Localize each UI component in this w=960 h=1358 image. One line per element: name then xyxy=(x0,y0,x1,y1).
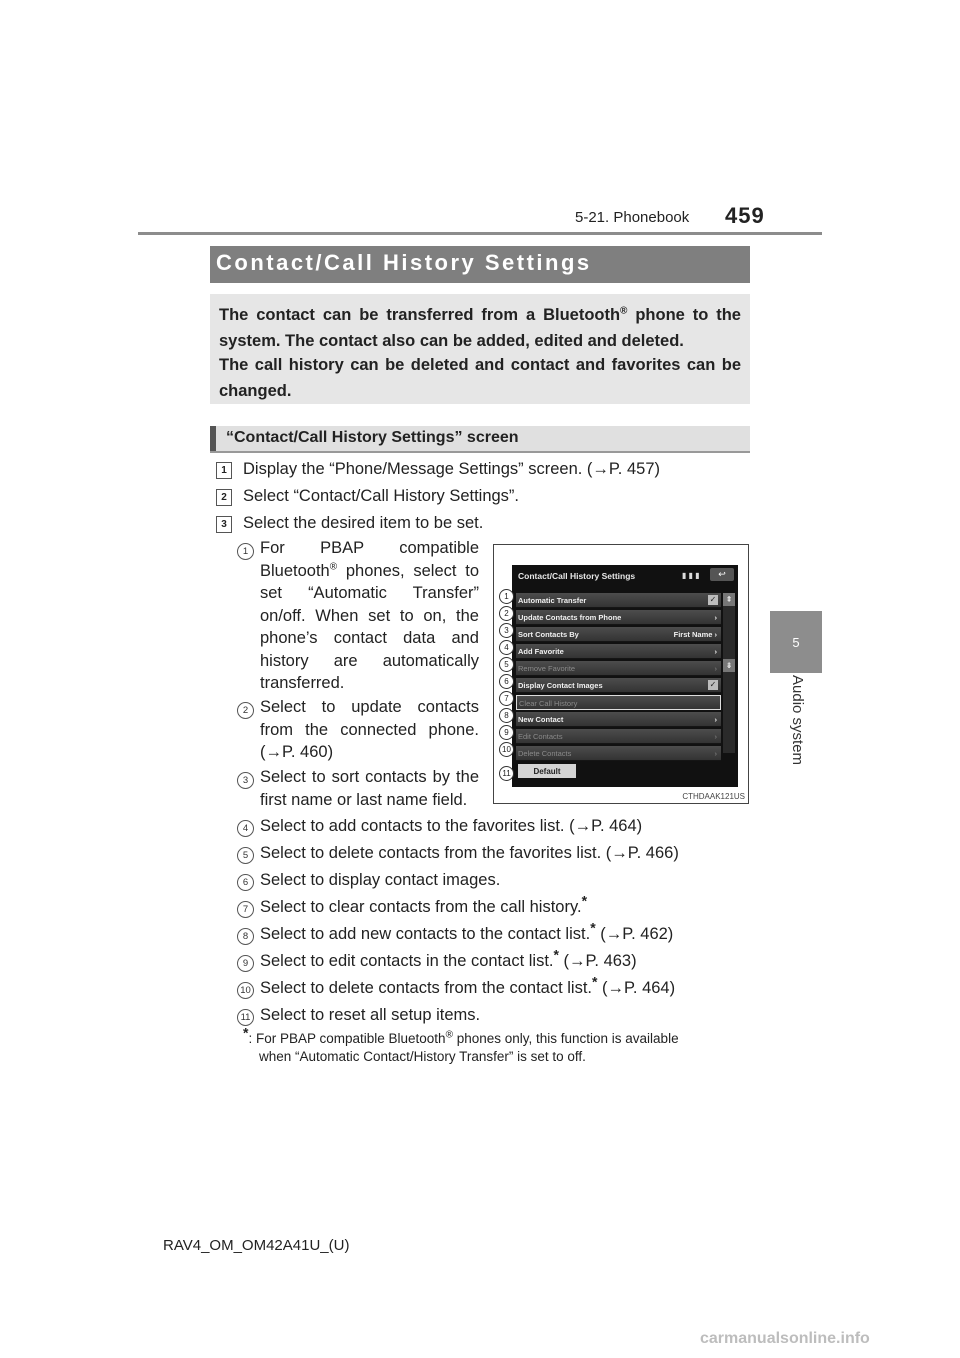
intro-box xyxy=(210,294,750,404)
item-text-part: Select to clear contacts from the call history. xyxy=(260,898,582,916)
callout-number: 5 xyxy=(499,657,514,672)
item-number: 9 xyxy=(237,955,254,972)
settings-screen-figure xyxy=(493,544,749,804)
row-label: Clear Call History xyxy=(519,699,578,708)
scrollbar[interactable] xyxy=(723,593,735,753)
chevron-right-icon: › xyxy=(714,732,717,741)
item-text xyxy=(260,537,479,695)
status-icons: ▮ ▮ ▮ xyxy=(682,571,700,580)
row-clear-call-history[interactable] xyxy=(516,695,721,710)
step-text: Select “Contact/Call History Settings”. xyxy=(243,487,520,505)
callout-number: 6 xyxy=(499,674,514,689)
intro-text: The contact can be transferred from a Bluetooth xyxy=(219,306,621,324)
step-number: 3 xyxy=(216,516,232,533)
footnote xyxy=(243,1024,679,1066)
scroll-up-icon[interactable]: ⇞ xyxy=(723,593,735,606)
item-text: Select to sort contacts by the first name or last name field. xyxy=(260,768,479,809)
callout-number: 8 xyxy=(499,708,514,723)
chevron-right-icon: › xyxy=(714,749,717,758)
registered-mark: ® xyxy=(329,561,338,572)
item-text: Select to update contacts from the connected phone. (→P. 460) xyxy=(260,698,479,761)
row-label: Display Contact Images xyxy=(518,681,603,690)
callout-number: 4 xyxy=(499,640,514,655)
row-label: Sort Contacts By xyxy=(518,630,579,639)
step-text: Select the desired item to be set. xyxy=(243,514,484,532)
item-number: 8 xyxy=(237,928,254,945)
callout-number: 11 xyxy=(499,766,514,781)
item-number: 11 xyxy=(237,1009,254,1026)
subheading: “Contact/Call History Settings” screen xyxy=(226,429,519,446)
footnote-star: * xyxy=(581,892,588,909)
footnote-text: : For PBAP compatible Bluetooth xyxy=(248,1031,446,1046)
row-label: Edit Contacts xyxy=(518,732,563,741)
watermark: carmanualsonline.info xyxy=(700,1330,870,1347)
row-display-contact-images[interactable] xyxy=(516,678,721,693)
footnote-star: * xyxy=(590,919,596,936)
item-text xyxy=(260,892,588,918)
item-text xyxy=(260,946,637,972)
item-text-part: phones, select to set “Automatic Transfer” on/off. When set to on, the phone’s contact data and history are automatically transferred. xyxy=(260,561,479,692)
footnote-star: * xyxy=(592,973,598,990)
title-banner xyxy=(210,246,750,283)
footnote-line-2: when “Automatic Contact/History Transfer” is set to off. xyxy=(259,1049,586,1064)
item-number: 6 xyxy=(237,874,254,891)
item-number: 5 xyxy=(237,847,254,864)
page-reference: (→P. 463) xyxy=(558,952,637,970)
page-reference: (→P. 464) xyxy=(597,979,676,997)
row-automatic-transfer[interactable] xyxy=(516,593,721,608)
intro-paragraph-1 xyxy=(219,302,741,354)
chevron-right-icon: › xyxy=(714,613,717,622)
footnote-text: phones only, this function is available xyxy=(452,1031,679,1046)
item-text: Select to reset all setup items. xyxy=(260,1006,481,1024)
chevron-right-icon: › xyxy=(714,647,717,656)
intro-text: phone to the system. The contact also can be added, edited and deleted. xyxy=(219,306,741,350)
page-title: Contact/Call History Settings xyxy=(216,250,592,275)
callout-number: 1 xyxy=(499,589,514,604)
item-number: 3 xyxy=(237,772,254,789)
row-delete-contacts[interactable] xyxy=(516,746,721,761)
item-text-part: Select to delete contacts from the contact list. xyxy=(260,979,592,997)
default-button[interactable]: Default xyxy=(518,764,576,778)
chapter-label: Audio system xyxy=(789,675,806,766)
footnote-star: * xyxy=(243,1024,249,1041)
step-number: 2 xyxy=(216,489,232,506)
item-number: 7 xyxy=(237,901,254,918)
callout-number: 7 xyxy=(499,691,514,706)
item-text xyxy=(260,973,676,999)
checkbox-icon[interactable]: ✓ xyxy=(709,680,717,689)
intro-paragraph-2: The call history can be deleted and contact and favorites can be changed. xyxy=(219,356,741,400)
subheading-bar xyxy=(210,426,750,453)
item-text-part: For PBAP compatible Bluetooth xyxy=(260,539,479,580)
item-text xyxy=(260,919,674,945)
callout-number: 3 xyxy=(499,623,514,638)
item-text-part: Select to edit contacts in the contact list. xyxy=(260,952,554,970)
figure-code: CTHDAAK121US xyxy=(682,792,745,801)
item-number: 1 xyxy=(237,543,254,560)
item-number: 10 xyxy=(237,982,254,999)
checkbox-icon[interactable]: ✓ xyxy=(709,595,717,604)
row-sort-contacts[interactable] xyxy=(516,627,721,642)
footnote-line-1 xyxy=(243,1024,679,1048)
row-add-favorite[interactable] xyxy=(516,644,721,659)
page-reference: (→P. 462) xyxy=(595,925,674,943)
back-button[interactable]: ↩ xyxy=(710,568,734,581)
step-number: 1 xyxy=(216,462,232,479)
row-remove-favorite[interactable] xyxy=(516,661,721,676)
row-label: Add Favorite xyxy=(518,647,564,656)
row-edit-contacts[interactable] xyxy=(516,729,721,744)
item-number: 4 xyxy=(237,820,254,837)
scroll-down-icon[interactable]: ⇟ xyxy=(723,659,735,672)
page-number: 459 xyxy=(725,203,765,228)
screen-title: Contact/Call History Settings xyxy=(518,571,636,581)
item-text-part: Select to add new contacts to the contact list. xyxy=(260,925,591,943)
row-label: New Contact xyxy=(518,715,564,724)
header-rule xyxy=(138,232,822,235)
callout-number: 9 xyxy=(499,725,514,740)
step-text: Display the “Phone/Message Settings” screen. (→P. 457) xyxy=(243,460,660,478)
registered-mark: ® xyxy=(445,1029,453,1041)
section-title: 5-21. Phonebook xyxy=(575,209,690,226)
row-label: Remove Favorite xyxy=(518,664,576,673)
registered-mark: ® xyxy=(620,305,628,317)
row-label: Automatic Transfer xyxy=(518,596,587,605)
item-text: Select to add contacts to the favorites list. (→P. 464) xyxy=(260,817,643,835)
chevron-right-icon: › xyxy=(714,664,717,673)
display-screen xyxy=(512,565,738,787)
footnote-star: * xyxy=(553,946,559,963)
row-value: First Name › xyxy=(673,630,717,639)
row-label: Delete Contacts xyxy=(518,749,572,758)
item-text: Select to display contact images. xyxy=(260,871,501,889)
callout-number: 10 xyxy=(499,742,514,757)
chapter-tab[interactable]: 5 xyxy=(770,611,822,673)
chevron-right-icon: › xyxy=(714,715,717,724)
row-new-contact[interactable] xyxy=(516,712,721,727)
callout-number: 2 xyxy=(499,606,514,621)
row-label: Update Contacts from Phone xyxy=(518,613,622,622)
item-number: 2 xyxy=(237,702,254,719)
row-update-contacts[interactable] xyxy=(516,610,721,625)
item-text: Select to delete contacts from the favorites list. (→P. 466) xyxy=(260,844,679,862)
document-code: RAV4_OM_OM42A41U_(U) xyxy=(163,1237,350,1254)
subheading-accent xyxy=(210,426,216,451)
